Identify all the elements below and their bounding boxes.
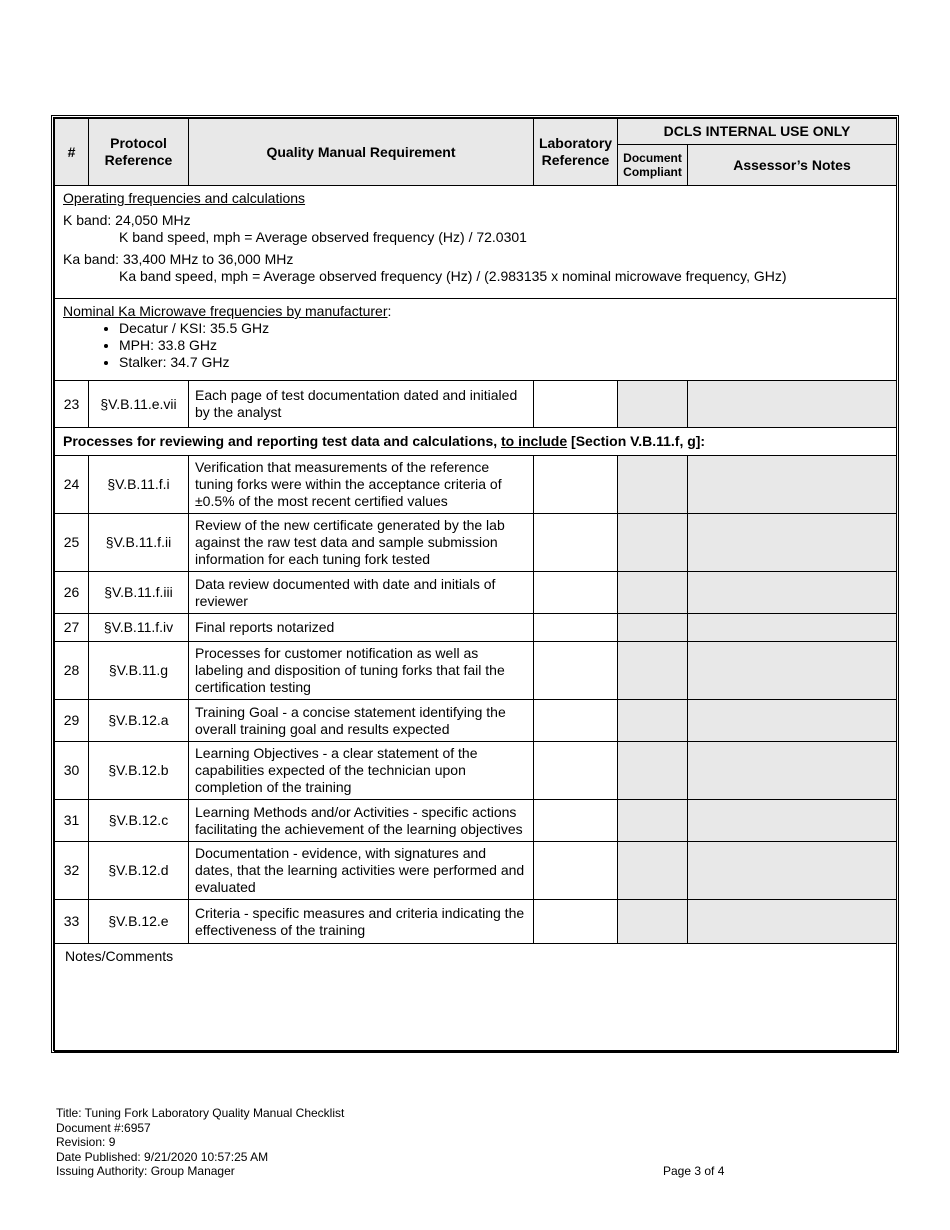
table-row: [55, 456, 897, 514]
row-assessors-notes: [688, 514, 897, 572]
row-assessors-notes: [688, 381, 897, 428]
header-laboratory-reference: [534, 119, 618, 186]
document-footer: [56, 1106, 344, 1179]
table-row: [55, 614, 897, 642]
row-number: 33: [55, 900, 89, 944]
checklist-table-container: [51, 115, 899, 1053]
row-protocol-reference: §V.B.12.b: [89, 742, 189, 800]
footer-document-number: Document #:6957: [56, 1120, 151, 1135]
row-protocol-reference: §V.B.12.d: [89, 842, 189, 900]
row-requirement: Documentation - evidence, with signatures and dates, that the learning activities were performed and evaluated: [189, 842, 534, 900]
header-protocol-line2: Reference: [104, 152, 173, 168]
row-laboratory-reference[interactable]: [534, 514, 618, 572]
row-laboratory-reference[interactable]: [534, 742, 618, 800]
frequencies-heading: Operating frequencies and calculations: [63, 190, 306, 206]
header-lab-line2: Reference: [541, 152, 610, 168]
header-dcls-internal: DCLS INTERNAL USE ONLY: [618, 119, 897, 145]
row-laboratory-reference[interactable]: [534, 800, 618, 842]
footer-date-published: Date Published: 9/21/2020 10:57:25 AM: [56, 1149, 269, 1164]
header-doc-line1: Document: [623, 151, 682, 165]
table-row: [55, 800, 897, 842]
row-number: 25: [55, 514, 89, 572]
row-number: 30: [55, 742, 89, 800]
ka-band: Ka band: 33,400 MHz to 36,000 MHz: [63, 251, 294, 267]
row-document-compliant: [618, 900, 688, 944]
manufacturer-item: • Stalker: 34.7 GHz: [119, 354, 890, 371]
row-requirement: Data review documented with date and initials of reviewer: [189, 572, 534, 614]
row-document-compliant: [618, 842, 688, 900]
row-number: 31: [55, 800, 89, 842]
row-requirement: Criteria - specific measures and criteria indicating the effectiveness of the training: [189, 900, 534, 944]
k-band: K band: 24,050 MHz: [63, 212, 191, 228]
row-document-compliant: [618, 700, 688, 742]
row-requirement: Processes for customer notification as well as labeling and disposition of tuning forks that fail the certification testing: [189, 642, 534, 700]
row-laboratory-reference[interactable]: [534, 614, 618, 642]
manufacturer-item: • MPH: 33.8 GHz: [119, 337, 890, 354]
row-assessors-notes: [688, 842, 897, 900]
row-protocol-reference: §V.B.11.f.iv: [89, 614, 189, 642]
table-row: [55, 572, 897, 614]
table-row: [55, 742, 897, 800]
row-protocol-reference: §V.B.12.e: [89, 900, 189, 944]
section-heading-underlined: to include: [501, 433, 568, 449]
row-number: 29: [55, 700, 89, 742]
section-heading-post: [Section V.B.11.f, g]:: [567, 433, 706, 449]
row-protocol-reference: §V.B.11.f.ii: [89, 514, 189, 572]
row-number: 24: [55, 456, 89, 514]
row-document-compliant: [618, 572, 688, 614]
header-assessors-notes: Assessor’s Notes: [688, 145, 897, 186]
header-protocol-reference: [89, 119, 189, 186]
table-row: [55, 642, 897, 700]
nominal-heading: [63, 303, 890, 320]
row-number: 23: [55, 381, 89, 428]
k-band-formula: K band speed, mph = Average observed frequency (Hz) / 72.0301: [119, 229, 527, 245]
table-row: [55, 381, 897, 428]
row-requirement: Verification that measurements of the reference tuning forks were within the acceptance criteria of ±0.5% of the most recent certified values: [189, 456, 534, 514]
row-document-compliant: [618, 742, 688, 800]
row-assessors-notes: [688, 456, 897, 514]
row-assessors-notes: [688, 572, 897, 614]
row-requirement: Review of the new certificate generated by the lab against the raw test data and sample submission information for each tuning fork tested: [189, 514, 534, 572]
row-assessors-notes: [688, 614, 897, 642]
nominal-heading-text: Nominal Ka Microwave frequencies by manufacturer: [63, 303, 388, 319]
row-protocol-reference: §V.B.11.e.vii: [89, 381, 189, 428]
header-requirement: Quality Manual Requirement: [189, 119, 534, 186]
header-protocol-line1: Protocol: [110, 135, 167, 151]
row-number: 28: [55, 642, 89, 700]
row-assessors-notes: [688, 800, 897, 842]
table-row: [55, 700, 897, 742]
row-protocol-reference: §V.B.11.f.i: [89, 456, 189, 514]
section-heading-pre: Processes for reviewing and reporting test data and calculations,: [63, 433, 502, 449]
header-doc-line2: Compliant: [623, 165, 682, 179]
table-row: [55, 900, 897, 944]
ka-band-formula: Ka band speed, mph = Average observed frequency (Hz) / (2.983135 x nominal microwave frequency, GHz): [119, 268, 787, 284]
header-lab-line1: Laboratory: [538, 135, 613, 151]
row-requirement: Final reports notarized: [189, 614, 534, 642]
nominal-heading-colon: :: [387, 303, 392, 319]
operating-frequencies-block: [55, 186, 897, 299]
footer-issuing-authority: Issuing Authority: Group Manager: [56, 1164, 235, 1178]
row-number: 27: [55, 614, 89, 642]
row-laboratory-reference[interactable]: [534, 842, 618, 900]
row-protocol-reference: §V.B.12.c: [89, 800, 189, 842]
row-laboratory-reference[interactable]: [534, 900, 618, 944]
row-laboratory-reference[interactable]: [534, 456, 618, 514]
manufacturer-list: [63, 320, 890, 371]
row-document-compliant: [618, 642, 688, 700]
row-assessors-notes: [688, 742, 897, 800]
checklist-table: [54, 118, 897, 1052]
section-heading-processes: [55, 428, 897, 456]
row-assessors-notes: [688, 642, 897, 700]
row-protocol-reference: §V.B.11.g: [89, 642, 189, 700]
row-laboratory-reference[interactable]: [534, 572, 618, 614]
row-number: 26: [55, 572, 89, 614]
row-assessors-notes: [688, 700, 897, 742]
manufacturer-item: • Decatur / KSI: 35.5 GHz: [119, 320, 890, 337]
row-assessors-notes: [688, 900, 897, 944]
requirement-rows: [55, 456, 897, 944]
row-document-compliant: [618, 614, 688, 642]
notes-comments-area[interactable]: [55, 944, 897, 1052]
row-document-compliant: [618, 514, 688, 572]
row-protocol-reference: §V.B.12.a: [89, 700, 189, 742]
row-laboratory-reference[interactable]: [534, 642, 618, 700]
row-number: 32: [55, 842, 89, 900]
notes-comments-label: Notes/Comments: [65, 948, 174, 964]
row-requirement: Learning Methods and/or Activities - specific actions facilitating the achievement of the learning objectives: [189, 800, 534, 842]
nominal-frequencies-block: [55, 299, 897, 381]
row-protocol-reference: §V.B.11.f.iii: [89, 572, 189, 614]
footer-title: Title: Tuning Fork Laboratory Quality Manual Checklist: [56, 1106, 345, 1120]
header-number: #: [55, 119, 89, 186]
row-requirement: Training Goal - a concise statement identifying the overall training goal and results expected: [189, 700, 534, 742]
row-requirement: Learning Objectives - a clear statement of the capabilities expected of the technician upon completion of the training: [189, 742, 534, 800]
table-row: [55, 514, 897, 572]
table-row: [55, 842, 897, 900]
row-document-compliant: [618, 456, 688, 514]
header-document-compliant: [618, 145, 688, 186]
page-number: Page 3 of 4: [663, 1164, 725, 1178]
row-requirement: Each page of test documentation dated and initialed by the analyst: [189, 381, 534, 428]
row-laboratory-reference[interactable]: [534, 700, 618, 742]
row-document-compliant: [618, 800, 688, 842]
row-laboratory-reference[interactable]: [534, 381, 618, 428]
row-document-compliant: [618, 381, 688, 428]
footer-revision: Revision: 9: [56, 1135, 116, 1149]
